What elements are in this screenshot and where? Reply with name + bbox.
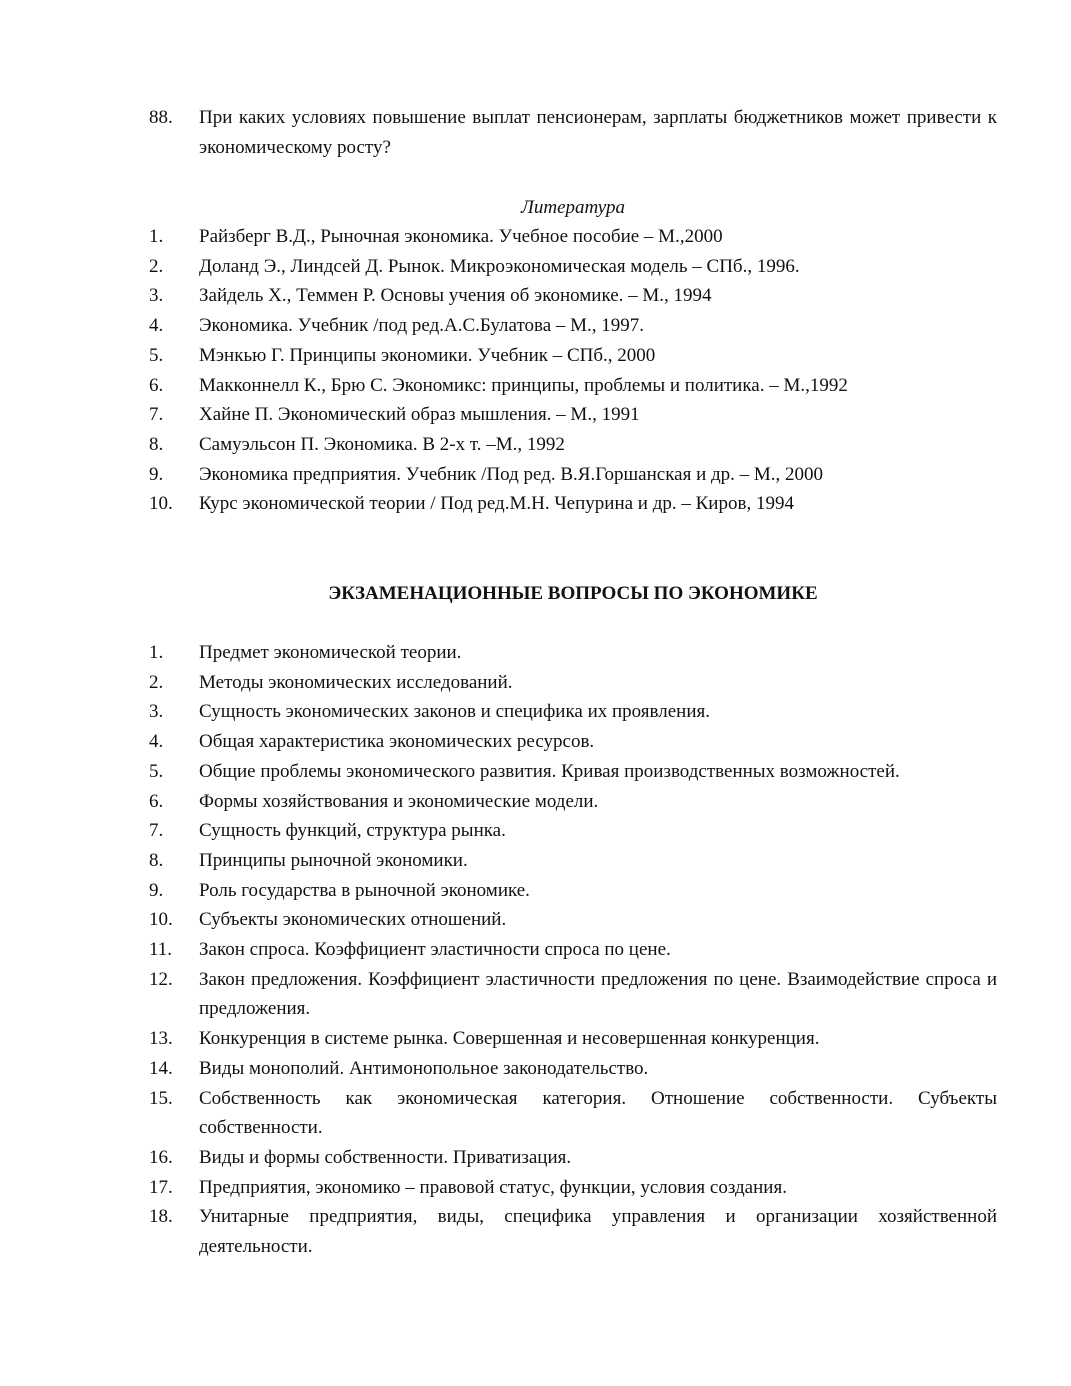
- item-text: Сущность функций, структура рынка.: [199, 820, 506, 842]
- item-text: Унитарные предприятия, виды, специфика управления и организации хозяйственной деятельности.: [199, 1206, 997, 1258]
- item-text: Закон спроса. Коэффициент эластичности спроса по цене.: [199, 939, 671, 961]
- exam-question-item: [0, 1202, 1071, 1261]
- item-number: 88.: [149, 107, 173, 128]
- item-text: Самуэльсон П. Экономика. В 2-х т. –М., 1992: [199, 433, 565, 455]
- exam-question-item: [0, 876, 1071, 906]
- item-number: 9.: [149, 879, 164, 901]
- item-number: 4.: [149, 315, 164, 337]
- literature-heading: Литература: [521, 197, 625, 218]
- item-text: Предприятия, экономико – правовой статус, функции, условия создания.: [199, 1176, 787, 1198]
- literature-item: [0, 371, 1071, 401]
- item-text: Конкуренция в системе рынка. Совершенная и несовершенная конкуренция.: [199, 1028, 820, 1050]
- item-text: Экономика предприятия. Учебник /Под ред. В.Я.Горшанская и др. – М., 2000: [199, 463, 824, 485]
- item-text: Зайдель Х., Теммен Р. Основы учения об экономике. – М., 1994: [199, 285, 712, 307]
- exam-questions-list: [0, 638, 1071, 1262]
- item-number: 10.: [149, 493, 173, 515]
- exam-question-item: [0, 1143, 1071, 1173]
- item-number: 9.: [149, 463, 164, 485]
- item-text: Формы хозяйствования и экономические модели.: [199, 790, 599, 812]
- item-text: Виды и формы собственности. Приватизация.: [199, 1146, 572, 1168]
- exam-question-item: [0, 905, 1071, 935]
- exam-question-item: [0, 787, 1071, 817]
- item-number: 5.: [149, 760, 164, 782]
- exam-question-item: [0, 1173, 1071, 1203]
- literature-list: [0, 222, 1071, 519]
- item-number: 1.: [149, 226, 164, 247]
- item-text: Принципы рыночной экономики.: [199, 849, 468, 871]
- item-number: 8.: [149, 433, 164, 455]
- item-number: 18.: [149, 1206, 173, 1228]
- item-number: 14.: [149, 1057, 173, 1079]
- exam-heading: ЭКЗАМЕНАЦИОННЫЕ ВОПРОСЫ ПО ЭКОНОМИКЕ: [328, 583, 818, 604]
- item-number: 8.: [149, 849, 164, 871]
- exam-question-item: [0, 816, 1071, 846]
- exam-question-item: [0, 727, 1071, 757]
- item-text: Общие проблемы экономического развития. Кривая производственных возможностей.: [199, 760, 900, 782]
- item-text: Доланд Э., Линдсей Д. Рынок. Микроэкономическая модель – СПб., 1996.: [199, 255, 800, 277]
- literature-item: [0, 252, 1071, 282]
- literature-item: [0, 222, 1071, 252]
- literature-item: [0, 341, 1071, 371]
- item-number: 16.: [149, 1146, 173, 1168]
- exam-question-item: [0, 1084, 1071, 1143]
- item-text: Субъекты экономических отношений.: [199, 909, 507, 931]
- exam-question-item: [0, 935, 1071, 965]
- literature-item: [0, 430, 1071, 460]
- item-text: При каких условиях повышение выплат пенсионерам, зарплаты бюджетников может привести к экономическому росту?: [199, 107, 997, 158]
- item-text: Макконнелл К., Брю С. Экономикс: принципы, проблемы и политика. – М.,1992: [199, 374, 848, 396]
- exam-question-item: [0, 697, 1071, 727]
- item-number: 7.: [149, 404, 164, 426]
- literature-item: [0, 281, 1071, 311]
- literature-item: [0, 460, 1071, 490]
- exam-question-item: [0, 1054, 1071, 1084]
- item-number: 12.: [149, 968, 173, 990]
- literature-item: [0, 311, 1071, 341]
- item-number: 3.: [149, 701, 164, 723]
- exam-question-item: [0, 1024, 1071, 1054]
- item-number: 17.: [149, 1176, 173, 1198]
- literature-item: [0, 489, 1071, 519]
- item-number: 6.: [149, 374, 164, 396]
- exam-question-item: [0, 846, 1071, 876]
- item-number: 5.: [149, 344, 164, 366]
- item-text: Общая характеристика экономических ресурсов.: [199, 731, 595, 753]
- item-number: 10.: [149, 909, 173, 931]
- item-number: 13.: [149, 1028, 173, 1050]
- item-number: 3.: [149, 285, 164, 307]
- item-number: 7.: [149, 820, 164, 842]
- item-text: Методы экономических исследований.: [199, 671, 513, 693]
- item-number: 11.: [149, 939, 173, 961]
- top-question-list: [0, 103, 1071, 162]
- exam-question-item: [0, 965, 1071, 1024]
- item-text: Виды монополий. Антимонопольное законодательство.: [199, 1057, 649, 1079]
- item-text: Курс экономической теории / Под ред.М.Н. Чепурина и др. – Киров, 1994: [199, 493, 794, 515]
- item-text: Экономика. Учебник /под ред.А.С.Булатова – М., 1997.: [199, 315, 645, 337]
- item-number: 1.: [149, 642, 164, 663]
- item-text: Мэнкью Г. Принципы экономики. Учебник – СПб., 2000: [199, 344, 656, 366]
- exam-question-item: [0, 668, 1071, 698]
- item-text: Райзберг В.Д., Рыночная экономика. Учебное пособие – М.,2000: [199, 226, 723, 247]
- item-number: 2.: [149, 671, 164, 693]
- item-number: 4.: [149, 731, 164, 753]
- question-item: [0, 103, 1071, 162]
- item-text: Роль государства в рыночной экономике.: [199, 879, 530, 901]
- exam-question-item: [0, 638, 1071, 668]
- item-number: 15.: [149, 1087, 173, 1109]
- item-text: Сущность экономических законов и специфика их проявления.: [199, 701, 710, 723]
- item-text: Закон предложения. Коэффициент эластичности предложения по цене. Взаимодействие спроса и предложения.: [199, 968, 997, 1020]
- item-text: Хайне П. Экономический образ мышления. – М., 1991: [199, 404, 640, 426]
- item-number: 2.: [149, 255, 164, 277]
- item-number: 6.: [149, 790, 164, 812]
- item-text: Предмет экономической теории.: [199, 642, 462, 663]
- item-text: Собственность как экономическая категория. Отношение собственности. Субъекты собственности.: [199, 1087, 997, 1139]
- literature-item: [0, 400, 1071, 430]
- exam-question-item: [0, 757, 1071, 787]
